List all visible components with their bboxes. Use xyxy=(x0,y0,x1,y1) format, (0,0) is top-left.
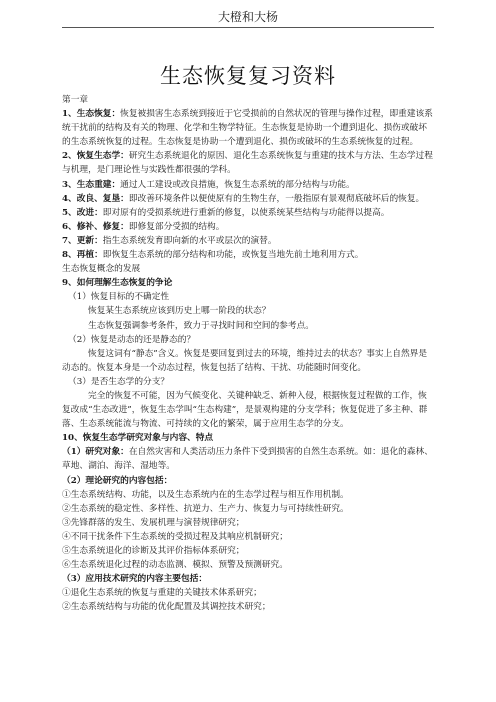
definition-7 xyxy=(62,234,434,248)
section-heading-q10: 10、恢复生态学研究对象与内容、特点 xyxy=(62,433,214,444)
definition-term: 1、生态恢复： xyxy=(62,109,121,120)
q9-point-1a: 恢复某生态系统应该到历史上哪一阶段的状态？ xyxy=(88,306,271,317)
document-body xyxy=(62,93,434,614)
theory-item: ⑤生态系统退化的诊断及其评价指标体系研究； xyxy=(62,546,245,556)
definition-text: 即恢复生态系统的部分结构和功能，或恢复当地先前土地利用方式。 xyxy=(102,250,364,261)
definition-8 xyxy=(62,248,434,262)
theory-item: ②生态系统的稳定性、多样性、抗逆力、生产力、恢复力与可持续性研究。 xyxy=(62,503,349,514)
research-object xyxy=(62,445,434,473)
definition-2 xyxy=(62,149,434,177)
theory-item: ①生态系统结构、功能，以及生态系统内在的生态学过程与相互作用机制。 xyxy=(62,489,349,500)
theory-item: ④不同干扰条件下生态系统的受损过程及其响应机制研究； xyxy=(62,531,288,542)
definition-term: 7、更新： xyxy=(62,235,103,246)
q9-point-2a: 恢复这词有“静态”含义。恢复是要回复到过去的环境，维持过去的状态？事实上自然界是动态的。恢复本身是一个动态过程，恢复包括了结构、干扰、功能随时间变化。 xyxy=(62,348,428,373)
applied-heading: （3）应用技术研究的内容主要包括： xyxy=(62,574,208,585)
page-header: 大橙和大杨 xyxy=(217,10,278,24)
q9-point-1b: 生态恢复强调参考条件，致力于寻找时间和空间的参考点。 xyxy=(88,320,314,331)
definition-text: 研究生态系统退化的原因、退化生态系统恢复与重建的技术与方法、生态学过程与机理，是门理论性与实践性都很强的学科。 xyxy=(62,151,433,176)
q9-point-3a: 完全的恢复不可能，因为气候变化、关键种缺乏、新种入侵，根据恢复过程做的工作，恢复改成“生态改进”，恢复生态学叫“生态构建”，是景观构建的分支学科；恢复促进了多主种、群落、生态系统能流与物流、可持续的文化的繁荣，属于应用生态学的分支。 xyxy=(62,390,428,430)
theory-item: ③先锋群落的发生、发展机理与演替规律研究； xyxy=(62,517,245,528)
definition-6 xyxy=(62,220,434,234)
definition-text: 即改善环境条件以便使原有的生物生存，一般指原有景观彻底破坏后的恢复。 xyxy=(128,193,425,204)
chapter-label: 第一章 xyxy=(62,95,89,105)
definition-3 xyxy=(62,178,434,192)
definition-term: 5、改进： xyxy=(62,207,103,218)
research-object-text: 在自然灾害和人类活动压力条件下受到损害的自然生态系统。如：退化的森林、草地、湖泊、海洋、湿地等。 xyxy=(62,447,433,472)
definition-text: 通过人工建设或改良措施，恢复生态系统的部分结构与功能。 xyxy=(120,179,355,190)
theory-heading: （2）理论研究的内容包括： xyxy=(62,475,173,486)
definition-4 xyxy=(62,192,434,206)
header-divider xyxy=(62,27,434,28)
definition-text: 指生态系统发育即向新的水平或层次的演替。 xyxy=(102,235,277,246)
q9-point-2: （2）恢复是动态的还是静态的？ xyxy=(68,334,196,345)
section-heading-q9: 9、如何理解生态恢复的争论 xyxy=(62,278,173,289)
definition-term: 8、再植： xyxy=(62,250,103,261)
definition-text: 即对原有的受损系统进行重新的修复，以使系统某些结构与功能得以提高。 xyxy=(102,207,390,218)
research-object-term: （1）研究对象： xyxy=(62,447,129,458)
definition-term: 4、改良、复垦： xyxy=(62,193,129,204)
definition-term: 3、生态重建： xyxy=(62,179,121,190)
document-title: 生态恢复复习资料 xyxy=(160,64,336,88)
definition-1 xyxy=(62,107,434,149)
definition-text: 恢复被损害生态系统到接近于它受损前的自然状况的管理与操作过程，即重建该系统干扰前的结构及有关的物理、化学和生物学特征。生态恢复是协助一个遭到退化、损伤或破坏的生态系统恢复的过程。生态恢复是协助一个遭到退化、损伤或破坏的生态系统恢复的过程。 xyxy=(62,109,433,148)
concept-development: 生态恢复概念的发展 xyxy=(62,264,141,275)
q9-point-1: （1）恢复目标的不确定性 xyxy=(68,292,170,303)
applied-item: ①退化生态系统的恢复与重建的关键技术体系研究； xyxy=(62,588,262,599)
definition-term: 6、修补、修复： xyxy=(62,221,129,232)
definition-term: 2、恢复生态学： xyxy=(62,151,129,162)
theory-item: ⑥生态系统退化过程的动态监测、模拟、预警及预测研究。 xyxy=(62,560,288,571)
q9-point-3: （3）是否生态学的分支？ xyxy=(68,376,170,387)
definition-5 xyxy=(62,206,434,220)
definition-text: 即修复部分受损的结构。 xyxy=(128,221,225,232)
applied-item: ②生态系统结构与功能的优化配置及其调控技术研究； xyxy=(62,602,271,613)
